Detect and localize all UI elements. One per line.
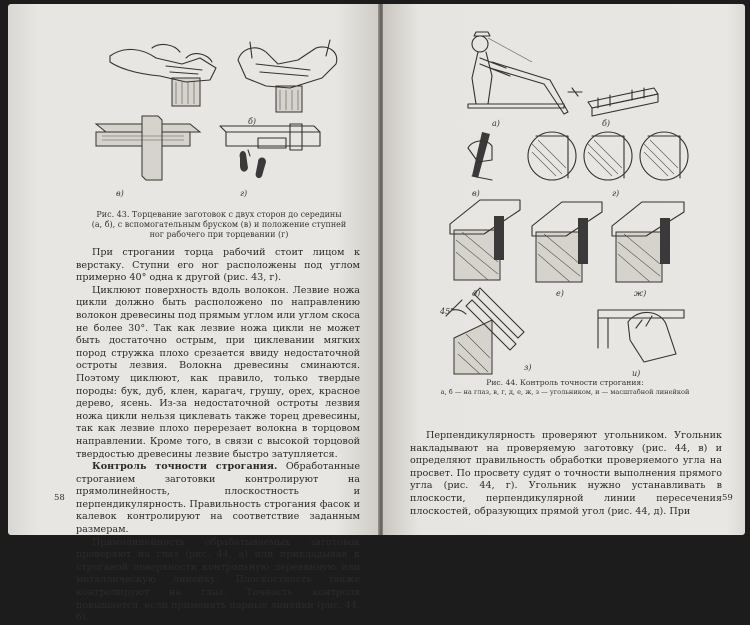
fig44-label-b: б) (602, 119, 611, 128)
fig44-label-e: е) (556, 289, 564, 298)
fig43-label-b: б) (248, 117, 257, 126)
fig44-label-zh: ж) (634, 289, 647, 298)
figure-43a-drawing (110, 45, 216, 106)
figure-43b-drawing (238, 40, 337, 112)
figure-44z-drawing (446, 288, 524, 374)
fig44-label-i: и) (632, 369, 641, 378)
figure-44a-drawing (468, 32, 582, 114)
figure-43-illustration (90, 28, 350, 200)
right-paragraph-1: Перпендикулярность проверяют угольником. Угольник накладывают на проверяемую заготовку (рис. 44, в) и определяют правильность обработки проверяемого угла на просвет. По просвету судят о точности выполнения прямого угла (рис. 44, г). Угольник нужно устанавливать в плоскости, перпендикулярной линии пересечения плоскостей, образующих прямой угол (рис. 44, д). При (410, 430, 722, 517)
left-paragraph-4: Прямолинейность обрабатываемых заготовок проверяют на глаз (рис. 44, а) или прикладывая к строганой поверхности контрольную деревянную или металлическую линейку. Плоскостность также контролируют на глаз. Точность контроля повышается, если применять парные линейки (рис. 44, б). (76, 536, 360, 624)
fig44-label-g: г) (612, 189, 620, 198)
figure-44d-drawing (450, 200, 520, 280)
figure-44-caption (430, 378, 700, 397)
left-page-number: 58 (54, 493, 65, 503)
figure-43v-drawing (96, 116, 200, 180)
figure-43-caption-title: Рис. 43. Торцевание заготовок с двух сторон до середины (96, 210, 342, 219)
right-page-number: 59 (722, 493, 733, 503)
fig44-label-a: а) (492, 119, 500, 128)
figure-44i-drawing (598, 310, 684, 362)
figure-44-illustration (432, 28, 702, 378)
fig44-angle-label: 45° (440, 307, 455, 316)
fig44-label-d: д) (472, 289, 481, 298)
right-page-body (410, 430, 722, 518)
left-paragraph-1: При строгании торца рабочий стоит лицом к верстаку. Ступни его ног расположены под углом примерно 40° одна к другой (рис. 43, г). (76, 247, 360, 284)
figure-43g-drawing (220, 124, 320, 178)
figure-44g-drawing (528, 132, 688, 180)
fig44-label-v: в) (472, 189, 480, 198)
figure-44zh-drawing (612, 202, 684, 282)
figure-44e-drawing (532, 202, 602, 282)
figure-44-caption-title: Рис. 44. Контроль точности строгания: (486, 378, 644, 387)
left-paragraph-2: Циклюют поверхность вдоль волокон. Лезвие ножа цикли должно быть расположено по направлению волокон древесины под прямым углом или углом скоса не более 30°. Так как лезвие ножа цикли не может быть достаточно острым, при циклевании мягких пород стружка плохо срезается ввиду недостаточной остроты лезвия. Волокна древесины сминаются. Поэтому циклюют, как правило, только твердые породы: бук, дуб, клен, карагач, грушу, орех, красное дерево, ясень. Из-за недостаточной остроты лезвия ножа цикли нельзя циклевать также торец древесины, так как лезвие плохо перерезает волокна в торцовом направлении. Кроме того, в связи с высокой торцовой твердостью древесины лезвие быстро затупляется. (76, 284, 360, 460)
figure-44-caption-sub: а, б — на глаз, в, г, д, е, ж, з — угольником, и — масштабной линейкой (440, 388, 690, 396)
fig43-label-g: г) (240, 189, 248, 198)
fig44-label-z: з) (524, 363, 532, 372)
figure-44v-drawing (468, 132, 492, 180)
left-page-body (76, 247, 360, 625)
left-paragraph-3: Контроль точности строгания. Обработанные строганием заготовки контролируют на прямолинейность, плоскостность и перпендикулярность. Правильность строгания фасок и калевок контролируют на соответствие заданным размерам. (76, 461, 360, 536)
figure-43-caption (88, 210, 350, 240)
figure-44b-drawing (588, 88, 658, 116)
fig43-label-v: в) (116, 189, 124, 198)
figure-43-caption-sub: (а, б), с вспомогательным бруском (в) и положение ступней ног рабочего при торцевании (г) (91, 220, 347, 239)
